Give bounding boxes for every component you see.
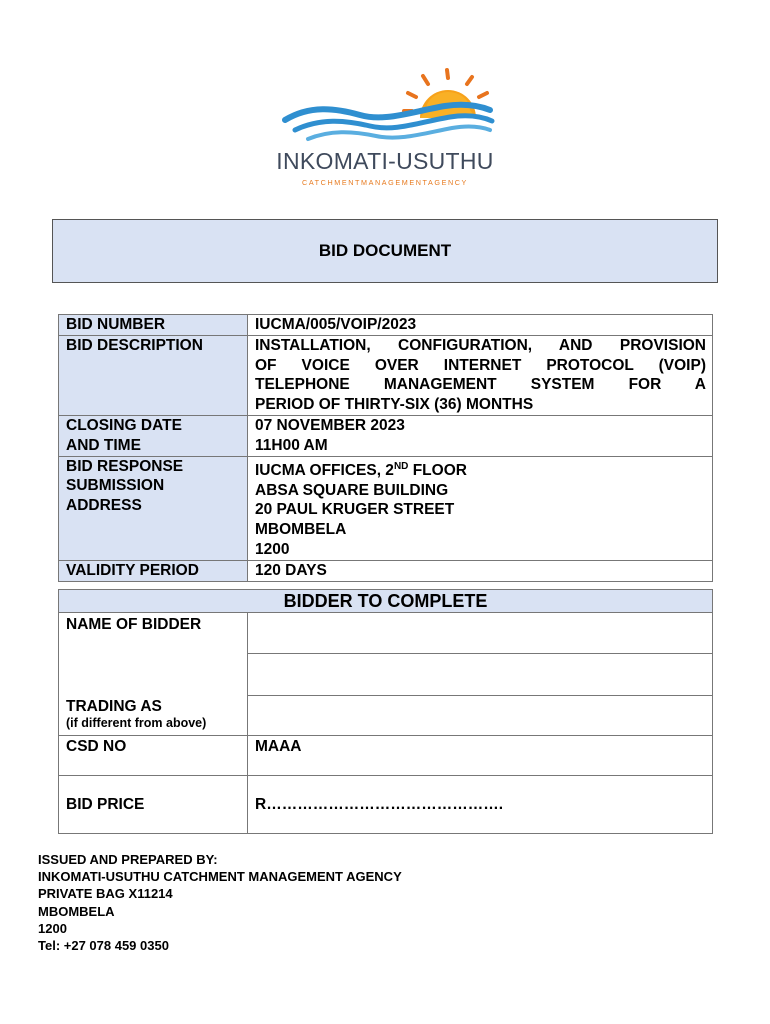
trading-as-row (59, 696, 713, 736)
name-of-bidder-label: NAME OF BIDDER (59, 613, 248, 696)
name-of-bidder-row (59, 613, 713, 654)
agency-logo (270, 60, 500, 190)
response-address-row (59, 456, 713, 560)
bid-description-row (59, 335, 713, 415)
validity-value: 120 DAYS (248, 560, 713, 581)
bid-number-label: BID NUMBER (59, 315, 248, 336)
address-line: MBOMBELA (255, 521, 347, 539)
response-label-line: BID RESPONSE (66, 457, 184, 475)
closing-value (248, 415, 713, 456)
closing-time: 11H00 AM (255, 436, 328, 454)
response-label-line: ADDRESS (66, 497, 142, 515)
response-address-label (59, 456, 248, 560)
bidder-header-row (59, 590, 713, 613)
bid-price-field[interactable]: R………………………………………. (248, 776, 713, 834)
bidder-table-title: BIDDER TO COMPLETE (59, 590, 713, 613)
closing-date: 07 NOVEMBER 2023 (255, 416, 405, 434)
validity-row (59, 560, 713, 581)
description-line: INSTALLATION, CONFIGURATION, AND PROVISION (255, 336, 706, 354)
address-line1-sup: ND (393, 460, 409, 472)
bid-price-row (59, 776, 713, 834)
description-line: TELEPHONE MANAGEMENT SYSTEM FOR A (255, 376, 706, 394)
logo-subtitle: CATCHMENTMANAGEMENTAGENCY (302, 178, 468, 187)
bid-number-value: IUCMA/005/VOIP/2023 (248, 315, 713, 336)
footer-line: MBOMBELA (38, 903, 115, 919)
response-label-line: SUBMISSION (66, 477, 165, 495)
footer-line: ISSUED AND PREPARED BY: (38, 852, 218, 867)
name-of-bidder-field-2[interactable] (248, 654, 713, 696)
bid-number-row (59, 315, 713, 336)
footer-line: Tel: +27 078 459 0350 (38, 938, 169, 954)
footer-line: INKOMATI-USUTHU CATCHMENT MANAGEMENT AGENCY (38, 869, 402, 885)
response-address-value (248, 456, 713, 560)
description-line: OF VOICE OVER INTERNET PROTOCOL (VOIP) (255, 356, 706, 374)
address-line: ABSA SQUARE BUILDING (255, 481, 449, 499)
address-line1-pre: IUCMA OFFICES, 2 (255, 461, 394, 479)
bid-description-label: BID DESCRIPTION (59, 335, 248, 415)
address-line: 20 PAUL KRUGER STREET (255, 501, 455, 519)
validity-label: VALIDITY PERIOD (59, 560, 248, 581)
description-line: PERIOD OF THIRTY-SIX (36) MONTHS (255, 396, 534, 414)
document-title: BID DOCUMENT (318, 241, 452, 260)
closing-label (59, 415, 248, 456)
bid-price-label: BID PRICE (59, 776, 248, 834)
issued-by-block (38, 851, 402, 954)
address-line1-post: FLOOR (408, 461, 467, 479)
bidder-table (58, 589, 713, 834)
trading-as-note: (if different from above) (66, 715, 207, 730)
footer-line: 1200 (38, 920, 67, 936)
closing-label-line: AND TIME (66, 436, 141, 454)
sun-and-water-icon (280, 60, 500, 146)
address-line: 1200 (255, 540, 290, 558)
logo-name: INKOMATI-USUTHU (276, 148, 494, 174)
closing-label-line: CLOSING DATE (66, 416, 182, 434)
csd-row (59, 736, 713, 776)
bid-info-table (58, 314, 713, 582)
csd-label: CSD NO (59, 736, 248, 776)
csd-field[interactable]: MAAA (248, 736, 713, 776)
closing-row (59, 415, 713, 456)
bid-description-value (248, 335, 713, 415)
address-line (255, 457, 706, 481)
footer-line: PRIVATE BAG X11214 (38, 886, 173, 902)
name-of-bidder-field[interactable] (248, 613, 713, 654)
trading-as-label (59, 696, 248, 736)
document-title-box (52, 219, 718, 283)
trading-as-title: TRADING AS (66, 697, 162, 715)
trading-as-field[interactable] (248, 696, 713, 736)
